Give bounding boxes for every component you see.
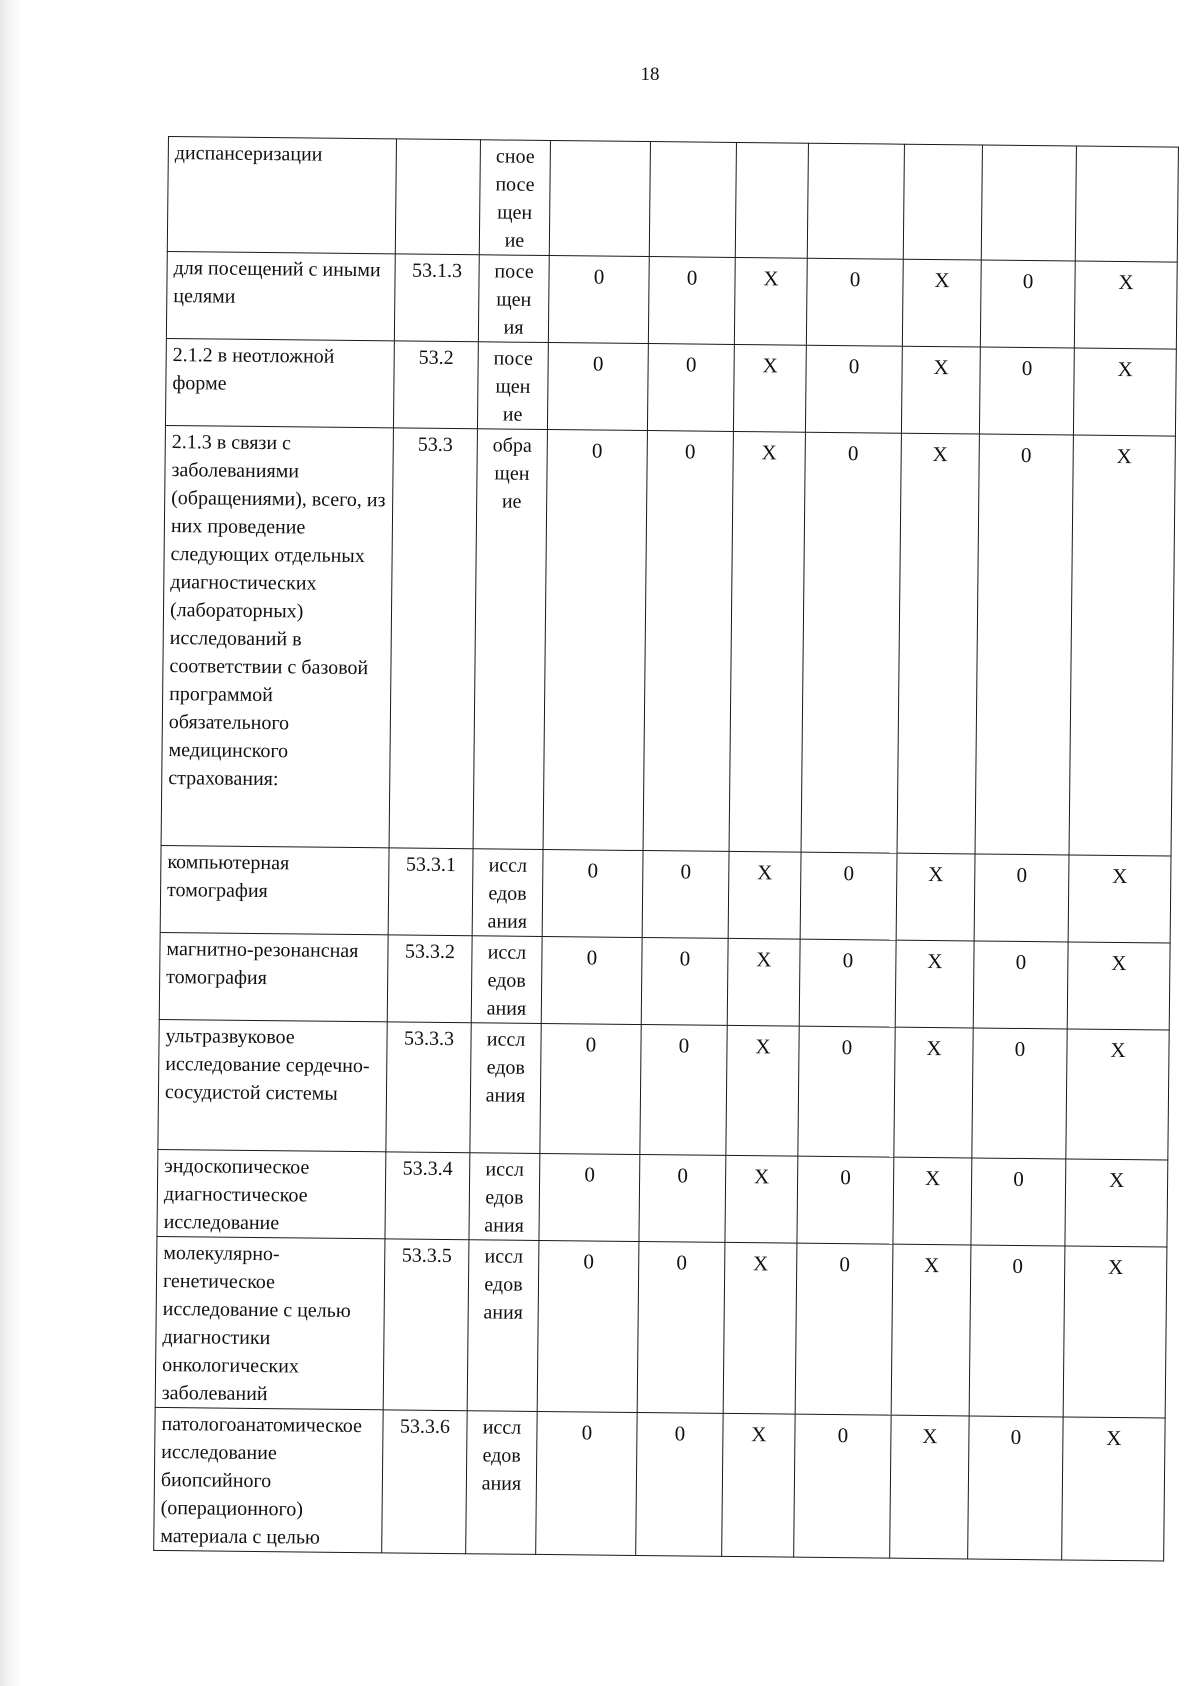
row-value-cell: X	[902, 259, 981, 347]
table-row	[167, 137, 1178, 263]
row-value-cell: 0	[798, 1026, 895, 1157]
table-row	[154, 1407, 1165, 1561]
row-name-cell: 2.1.2 в неотложной форме	[165, 338, 394, 427]
document-table	[153, 136, 1179, 1562]
row-unit-cell: иссл едов ания	[467, 1240, 539, 1412]
row-value-cell: 0	[806, 258, 903, 346]
row-value-cell: X	[733, 344, 806, 432]
row-value-cell	[981, 145, 1076, 261]
row-value-cell: X	[901, 346, 980, 434]
row-value-cell: 0	[636, 1412, 723, 1556]
scan-edge-shadow	[0, 0, 22, 1686]
row-value-cell: 0	[973, 941, 1068, 1029]
row-code-cell: 53.1.3	[394, 254, 479, 342]
row-code-cell: 53.2	[393, 341, 478, 429]
row-value-cell: 0	[971, 1158, 1066, 1246]
row-value-cell: X	[725, 1155, 798, 1243]
row-value-cell: X	[894, 1027, 973, 1158]
table-row	[161, 425, 1175, 856]
row-value-cell: 0	[640, 1025, 727, 1156]
row-value-cell	[1075, 146, 1178, 262]
row-value-cell: 0	[794, 1414, 891, 1558]
row-value-cell: X	[897, 433, 979, 854]
row-unit-cell: иссл едов ания	[472, 849, 543, 937]
row-name-cell: магнитно-резонансная томография	[159, 932, 388, 1021]
row-value-cell	[903, 144, 982, 260]
row-value-cell	[735, 142, 808, 258]
row-value-cell: X	[1074, 261, 1177, 349]
row-value-cell: 0	[542, 849, 643, 937]
row-value-cell: X	[729, 431, 805, 852]
row-unit-cell: иссл едов ания	[471, 936, 542, 1024]
row-name-cell: ультразвуковое исследование сердечно-сосудистой системы	[158, 1019, 387, 1151]
row-value-cell: X	[728, 851, 801, 939]
row-value-cell	[549, 141, 650, 257]
row-value-cell: X	[1067, 942, 1170, 1030]
row-value-cell: 0	[969, 1245, 1065, 1417]
row-name-cell: 2.1.3 в связи с заболеваниями (обращениями), всего, из них проведение следующих отдельных диагностических (лабораторных) исследований в соответствии с базовой программой обязательного медицинского страхования:	[161, 425, 393, 847]
row-value-cell: X	[727, 938, 800, 1026]
row-value-cell: 0	[637, 1241, 725, 1413]
row-value-cell: X	[734, 257, 807, 345]
row-name-cell: диспансеризации	[167, 137, 396, 254]
row-value-cell: 0	[536, 1411, 637, 1555]
row-name-cell: для посещений с иными целями	[166, 251, 395, 340]
row-code-cell: 53.3.4	[385, 1152, 470, 1240]
row-value-cell: X	[1063, 1246, 1167, 1418]
row-code-cell: 53.3.1	[388, 848, 473, 936]
table-row	[165, 338, 1176, 436]
row-value-cell: X	[726, 1025, 799, 1156]
row-value-cell: 0	[801, 432, 901, 853]
row-unit-cell: иссл едов ания	[469, 1153, 540, 1241]
row-name-cell: компьютерная томография	[160, 845, 389, 934]
table-row	[158, 1019, 1169, 1160]
row-value-cell: 0	[539, 1153, 640, 1241]
row-value-cell: 0	[647, 344, 734, 432]
row-value-cell: 0	[972, 1028, 1067, 1159]
table-row	[160, 845, 1171, 943]
row-value-cell: X	[896, 853, 975, 941]
table-row	[157, 1149, 1168, 1247]
row-value-cell: X	[723, 1242, 797, 1414]
row-value-cell: 0	[799, 939, 896, 1027]
row-value-cell: 0	[800, 852, 897, 940]
row-value-cell: 0	[648, 257, 735, 345]
row-code-cell: 53.3.6	[382, 1410, 467, 1554]
row-value-cell: 0	[540, 1023, 641, 1154]
row-value-cell: 0	[795, 1243, 893, 1415]
row-code-cell: 53.3.2	[387, 935, 472, 1023]
row-value-cell: X	[895, 940, 974, 1028]
row-value-cell: 0	[543, 429, 647, 850]
row-value-cell: 0	[805, 345, 902, 433]
row-value-cell	[649, 142, 736, 258]
row-unit-cell: сное посе щен ие	[479, 140, 550, 256]
table-row	[159, 932, 1170, 1030]
row-value-cell: 0	[548, 255, 649, 343]
row-value-cell: 0	[797, 1156, 894, 1244]
row-value-cell: 0	[537, 1240, 639, 1412]
row-value-cell: X	[1068, 855, 1171, 943]
row-unit-cell: посе щен ие	[477, 342, 548, 430]
row-value-cell: X	[893, 1157, 972, 1245]
row-value-cell: 0	[541, 936, 642, 1024]
row-value-cell: 0	[968, 1416, 1063, 1560]
row-value-cell	[807, 143, 904, 259]
row-value-cell: X	[1065, 1159, 1168, 1247]
row-code-cell: 53.3.3	[386, 1022, 471, 1153]
row-unit-cell: иссл едов ания	[466, 1411, 537, 1555]
row-value-cell: X	[1069, 435, 1175, 856]
row-value-cell: 0	[980, 260, 1075, 348]
row-value-cell: 0	[979, 347, 1074, 435]
row-value-cell: 0	[547, 342, 648, 430]
table-body	[154, 137, 1179, 1561]
row-name-cell: эндоскопическое диагностическое исследование	[157, 1149, 386, 1238]
table-row	[155, 1236, 1167, 1418]
row-value-cell: X	[1073, 348, 1176, 436]
row-value-cell: 0	[643, 431, 733, 852]
row-value-cell: X	[1062, 1417, 1165, 1561]
row-value-cell: 0	[974, 854, 1069, 942]
row-value-cell: 0	[975, 434, 1073, 855]
row-unit-cell: обра щен ие	[473, 429, 547, 850]
row-value-cell: 0	[639, 1154, 726, 1242]
page-number: 18	[640, 64, 660, 85]
row-value-cell: X	[891, 1244, 971, 1416]
row-name-cell: патологоанатомическое исследование биопсийного (операционного) материала с целью	[154, 1407, 383, 1552]
table-row	[166, 251, 1177, 349]
row-value-cell: 0	[642, 851, 729, 939]
row-value-cell: X	[1066, 1029, 1169, 1160]
row-value-cell: 0	[641, 938, 728, 1026]
row-unit-cell: посе щен ия	[478, 255, 549, 343]
row-name-cell: молекулярно-генетическое исследование с целью диагностики онкологических заболеваний	[155, 1236, 385, 1409]
row-code-cell	[395, 139, 480, 255]
row-code-cell: 53.3.5	[383, 1239, 469, 1411]
row-value-cell: X	[722, 1413, 795, 1557]
row-value-cell: X	[890, 1415, 969, 1559]
row-unit-cell: иссл едов ания	[470, 1023, 541, 1154]
row-code-cell: 53.3	[389, 428, 477, 849]
